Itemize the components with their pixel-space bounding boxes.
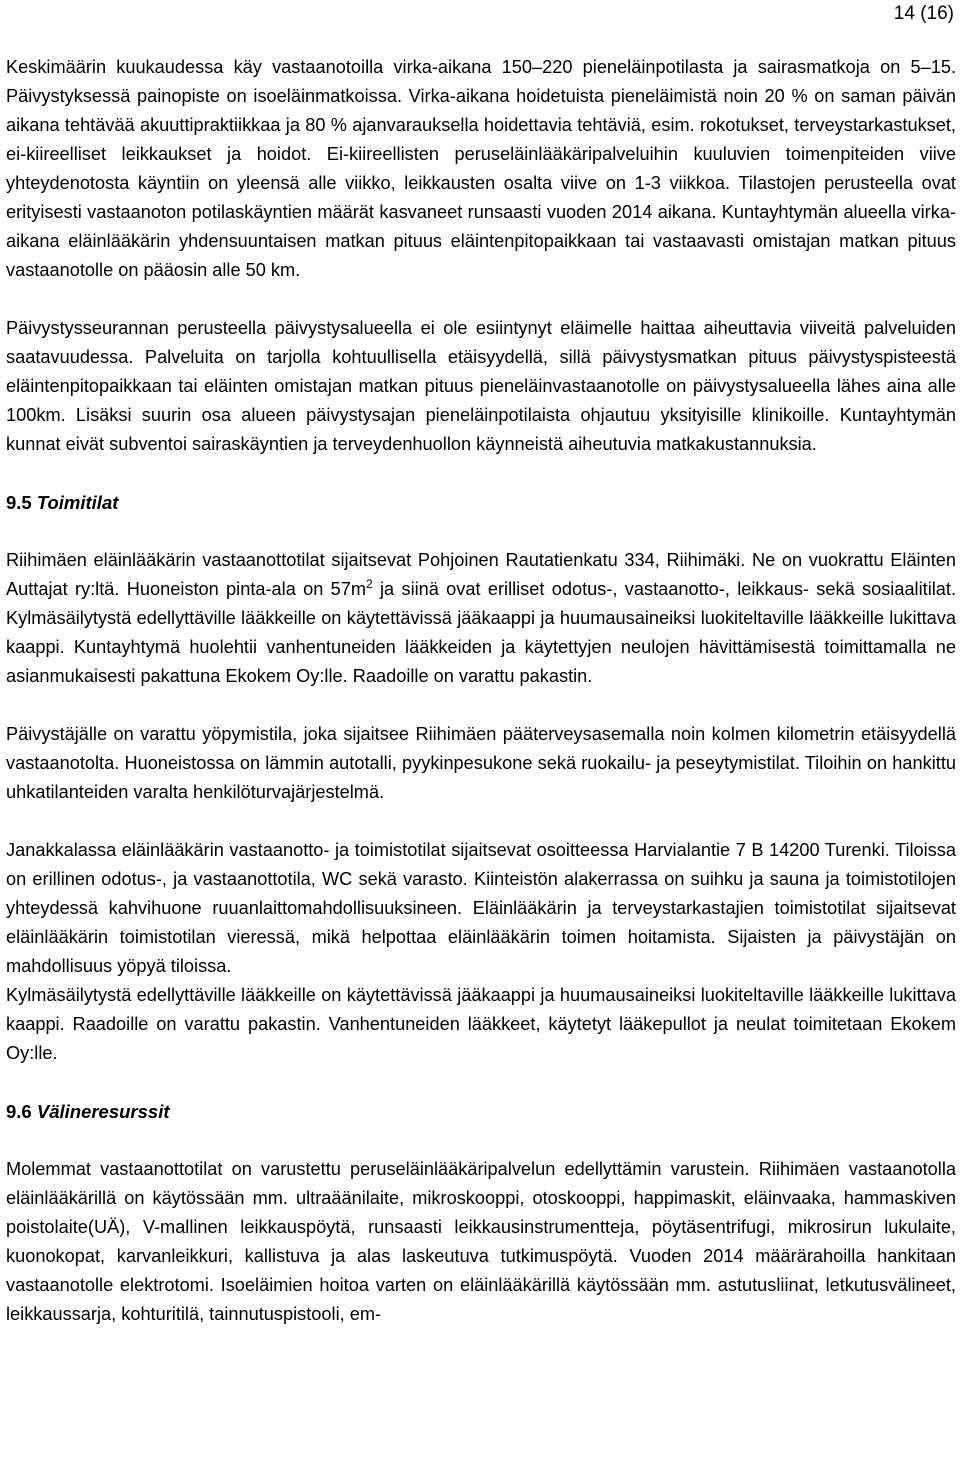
paragraph-visits: Keskimäärin kuukaudessa käy vastaanotoilla virka-aikana 150–220 pieneläinpotilasta ja sairasmatkoja on 5–15. Päivystyksessä painopiste on isoeläinmatkoissa. Virka-aikana hoidetuista pieneläimistä noin 20 % on saman päivän aikana tehtävää akuuttipraktiikkaa ja 80 % ajanvarauksella hoidettavia tehtäviä, esim. rokotukset, terveystarkastukset, ei-kiireelliset leikkaukset ja hoidot. Ei-kiireellisten peruseläinlääkäripalveluihin kuuluvien toimenpiteiden viive yhteydenotosta käyntiin on yleensä alle viikko, leikkausten osalta viive on 1-3 viikkoa. Tilastojen perusteella ovat erityisesti vastaanoton potilaskäyntien määrät kasvaneet runsaasti vuoden 2014 aikana. Kuntayhtymän alueella virka-aikana eläinlääkärin yhdensuuntaisen matkan pituus eläintenpitopaikkaan tai vastaavasti omistajan matkan pituus vastaanotolle on pääosin alle 50 km. — [6, 57, 956, 280]
paragraph-overnight-facility: Päivystäjälle on varattu yöpymistila, joka sijaitsee Riihimäen pääterveysasemalla noin kolmen kilometrin etäisyydellä vastaanotolta. Huoneistossa on lämmin autotalli, pyykinpesukone sekä ruokailu- ja peseytymistilat. Tiloihin on hankittu uhkatilanteiden varalta henkilöturvajärjestelmä. — [6, 724, 956, 802]
section-number: 9.6 — [6, 1101, 37, 1122]
paragraph-janakkala-premises: Janakkalassa eläinlääkärin vastaanotto- ja toimistotilat sijaitsevat osoitteessa Harvialantie 7 B 14200 Turenki. Tiloissa on erillinen odotus-, ja vastaanottotila, WC sekä varasto. Kiinteistön alakerrassa on suihku ja sauna ja toimistotilojen yhteydessä kahvihuone ruuanlaittomahdollisuuksineen. Eläinlääkärin ja terveystarkastajien toimistotilat sijaitsevat eläinlääkärin toimistotilan vieressä, mikä helpottaa eläinlääkärin toimen hoitamista. Sijaisten ja päivystäjän on mahdollisuus yöpyä tiloissa. — [6, 840, 956, 976]
superscript: 2 — [366, 576, 373, 591]
page-number: 14 (16) — [893, 3, 954, 24]
section-heading-equipment — [6, 1097, 956, 1126]
paragraph-equipment: Molemmat vastaanottotilat on varustettu peruseläinlääkäripalvelun edellyttämin varustein. Riihimäen vastaanotolla eläinlääkärillä on käytössään mm. ultraäänilaite, mikroskooppi, otoskooppi, happimaskit, eläinvaaka, hammaskiven poistolaite(UÄ), V-mallinen leikkauspöytä, runsaasti leikkausinstrumentteja, pöytäsentrifugi, mikrosirun lukulaite, kuonokopat, karvanleikkuri, kallistuva ja alas laskeutuva tutkimuspöytä. Vuoden 2014 määrärahoilla hankitaan vastaanotolle elektrotomi. Isoeläimien hoitoa varten on eläinlääkärillä käytössään mm. astutusliinat, letkutusvälineet, leikkaussarja, kohturitilä, tainnutuspistooli, em- — [6, 1159, 956, 1324]
paragraph-riihimaki-premises: Riihimäen eläinlääkärin vastaanottotilat sijaitsevat Pohjoinen Rautatienkatu 334, Riihimäki. Ne on vuokrattu Eläinten Auttajat ry:ltä. Huoneiston pinta-ala on $57m^2$ ja siinä ovat erilliset odotus-, vastaanotto-, leikkaus- sekä sosiaalitilat. Kylmäsäilytystä edellyttäville lääkkeille on käytettävissä jääkaappi ja huumausaineiksi luokiteltaville lääkkeille lukittava kaappi. Kuntayhtymä huolehtii vanhentuneiden lääkkeiden ja käytettyjen neulojen hävittämisestä toimittamalla ne asianmukaisesti pakattuna Ekokem Oy:lle. Raadoille on varattu pakastin. — [6, 550, 956, 686]
paragraph-on-call: Päivystysseurannan perusteella päivystysalueella ei ole esiintynyt eläimelle haittaa aiheuttavia viiveitä palveluiden saatavuudessa. Palveluita on tarjolla kohtuullisella etäisyydellä, sillä päivystysmatkan pituus päivystyspisteestä eläintenpitopaikkaan tai eläinten omistajan matkan pituus pieneläinvastaanotolle on päivystysalueella lähes aina alle 100km. Lisäksi suurin osa alueen päivystysajan pieneläinpotilaista ohjautuu yksityisille klinikoille. Kuntayhtymän kunnat eivät subventoi sairaskäyntien ja terveydenhuollon käynneistä aiheutuvia matkakustannuksia. — [6, 318, 956, 454]
document-body — [6, 53, 956, 1329]
section-number: 9.5 — [6, 492, 37, 513]
paragraph-medicine-storage: Kylmäsäilytystä edellyttäville lääkkeille on käytettävissä jääkaappi ja huumausaineiksi luokiteltaville lääkkeille lukittava kaappi. Raadoille on varattu pakastin. Vanhentuneiden lääkkeet, käytetyt lääkepullot ja neulat toimitetaan Ekokem Oy:lle. — [6, 985, 956, 1063]
section-title: Toimitilat — [36, 492, 119, 513]
section-heading-premises — [6, 488, 956, 517]
section-title: Välineresurssit — [36, 1101, 170, 1122]
